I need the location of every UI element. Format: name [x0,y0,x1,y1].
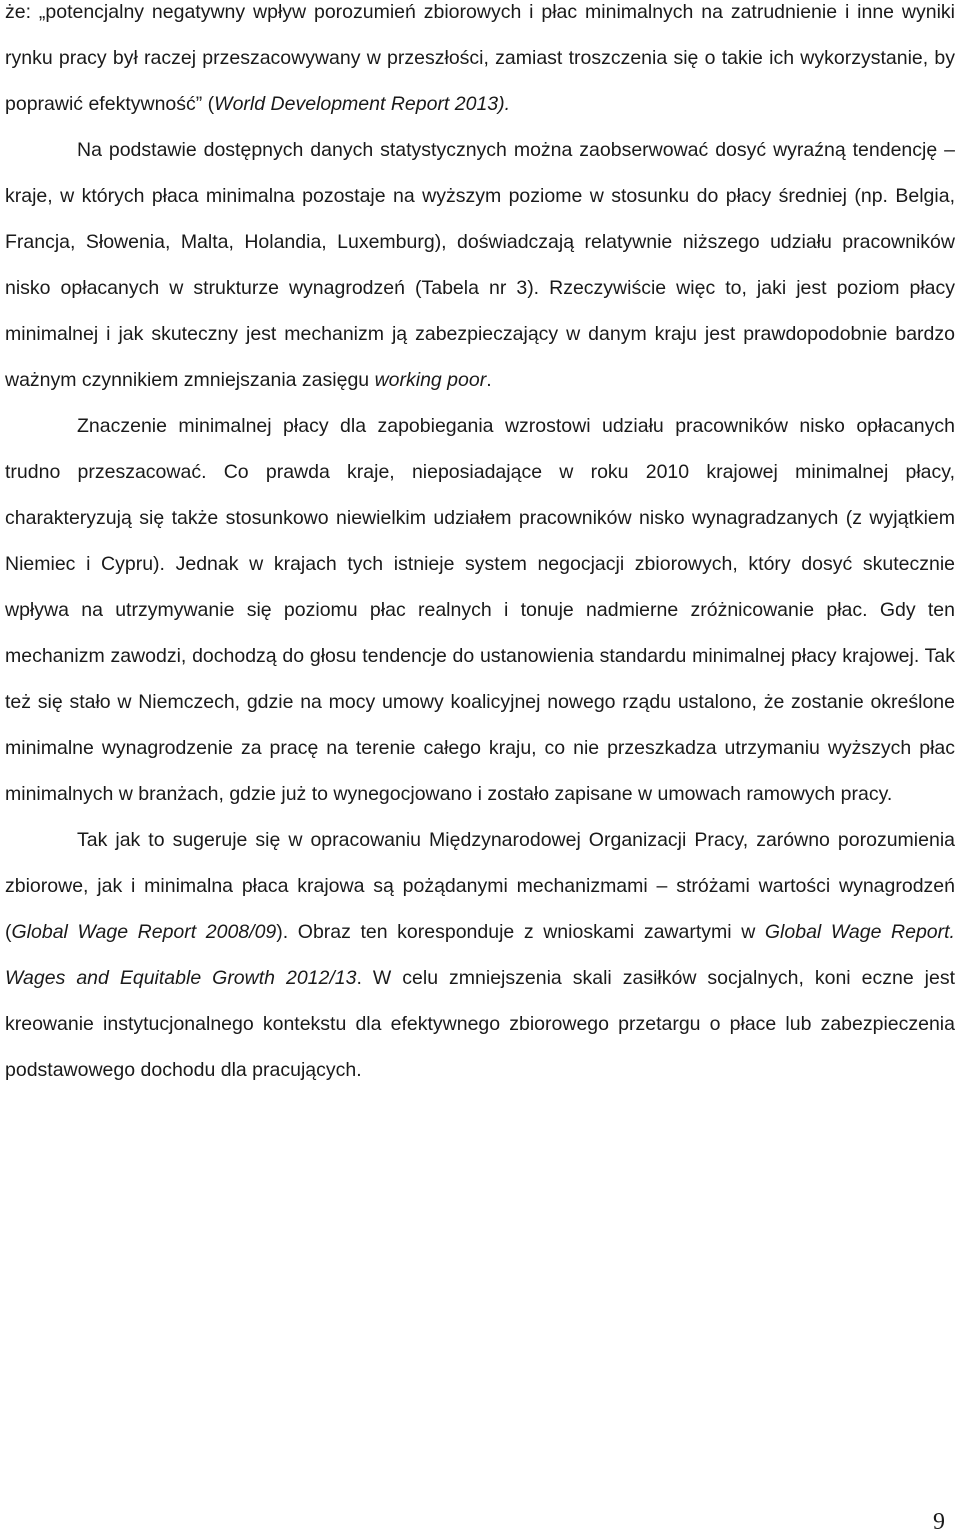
text-run: Znaczenie minimalnej płacy dla zapobiegania wzrostowi udziału pracowników nisko opłacanych trudno przeszacować. Co prawda kraje, nieposiadające w roku 2010 krajowej minimalnej płacy, charakteryzują się także stosunkowo niewielkim udziałem pracowników nisko wynagradzanych (z wyjątkiem Niemiec i Cypru). Jednak w krajach tych istnieje system negocjacji zbiorowych, który dosyć skutecznie wpływa na utrzymywanie się poziomu płac realnych i tonuje nadmierne zróżnicowanie płac. Gdy ten mechanizm zawodzi, dochodzą do głosu tendencje do ustanowienia standardu minimalnej płacy krajowej. Tak też się stało w Niemczech, gdzie na mocy umowy koalicyjnej nowego rządu ustalono, że zostanie określone minimalne wynagrodzenie za pracę na terenie całego kraju, co nie przeszkadza utrzymaniu wyższych płac minimalnych w branżach, gdzie już to wynegocjowano i zostało zapisane w umowach ramowych pracy. [5,415,955,805]
text-run: ). Obraz ten koresponduje z wnioskami zawartymi w [276,921,765,943]
citation-global-wage-report-2012: Global Wage Report. Wages and Equitable Growth 2012/13 [5,921,955,989]
citation-world-development-report: World Development Report 2013). [214,93,511,115]
citation-global-wage-report-2008: Global Wage Report 2008/09 [11,921,277,943]
term-working-poor: working poor [374,369,487,391]
body-text [5,0,955,1093]
paragraph-1 [5,0,955,127]
text-run: . W celu zmniejszenia skali zasiłków socjalnych, koni eczne jest kreowanie instytucjonalnego kontekstu dla efektywnego zbiorowego przetargu o płace lub zabezpieczenia podstawowego dochodu dla pracujących. [5,967,955,1081]
text-run: . [486,369,492,391]
paragraph-2 [5,127,955,403]
text-run: Tak jak to sugeruje się w opracowaniu Międzynarodowej Organizacji Pracy, zarówno porozumienia zbiorowe, jak i minimalna płaca krajowa są pożądanymi mechanizmami – stróżami wartości wynagrodzeń ( [5,829,955,943]
text-run: że: „potencjalny negatywny wpływ porozumień zbiorowych i płac minimalnych na zatrudnienie i inne wyniki rynku pracy był raczej przeszacowywany w przeszłości, zamiast troszczenia się o takie ich wykorzystanie, by poprawić efektywność” ( [5,1,955,115]
paragraph-3 [5,403,955,817]
text-run: Na podstawie dostępnych danych statystycznych można zaobserwować dosyć wyraźną tendencję – kraje, w których płaca minimalna pozostaje na wyższym poziome w stosunku do płacy średniej (np. Belgia, Francja, Słowenia, Malta, Holandia, Luxemburg), doświadczają relatywnie niższego udziału pracowników nisko opłacanych w strukturze wynagrodzeń (Tabela nr 3). Rzeczywiście więc to, jaki jest poziom płacy minimalnej i jak skuteczny jest mechanizm ją zabezpieczający w danym kraju jest prawdopodobnie bardzo ważnym czynnikiem zmniejszania zasięgu [5,139,955,391]
page-number: 9 [933,1509,945,1535]
paragraph-4 [5,817,955,1093]
